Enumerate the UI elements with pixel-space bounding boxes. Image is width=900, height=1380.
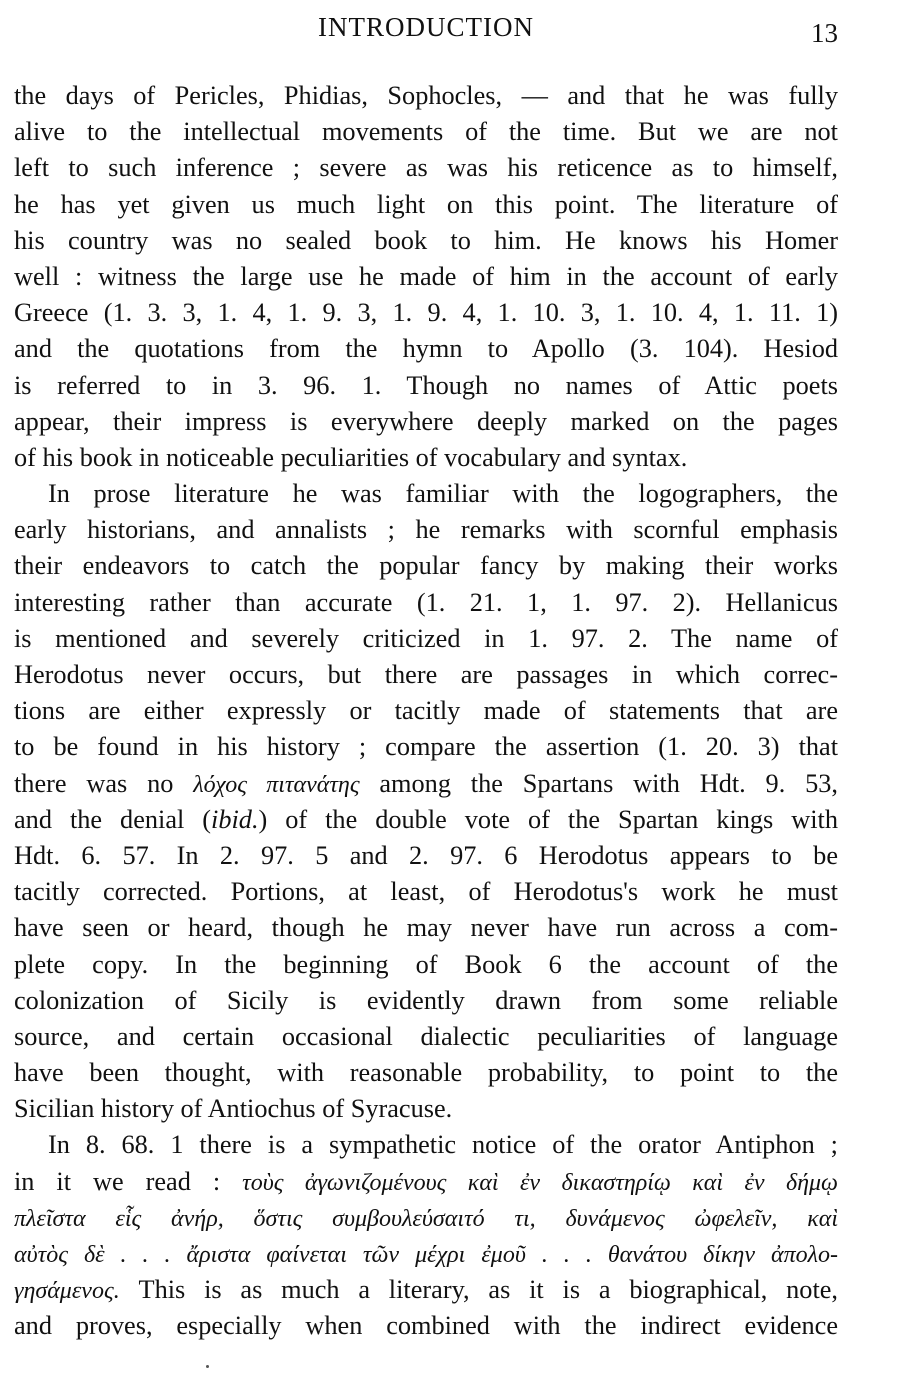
text-line: well : witness the large use he made of him in the account of early — [14, 261, 838, 291]
greek-phrase: λόχος πιτανάτης — [193, 771, 360, 798]
text-line: alive to the intellectual movements of the time. But we are not — [14, 117, 838, 147]
text-run: This is as much a literary, as it is a biographical, note, — [138, 1275, 838, 1305]
text-line: tacitly corrected. Portions, at least, of Herodotus's work he must — [14, 877, 838, 907]
text-line — [14, 1164, 838, 1200]
text-run: ) of the double vote of the Spartan kings with — [258, 804, 838, 834]
text-run: there was no — [14, 768, 174, 798]
text-line: and proves, especially when combined with the indirect evidence — [14, 1311, 838, 1341]
text-line: tions are either expressly or tacitly made of statements that are — [14, 696, 838, 726]
body-text — [14, 78, 838, 1345]
italic-ibid: ibid. — [211, 804, 259, 834]
text-line: the days of Pericles, Phidias, Sophocles, — and that he was fully — [14, 81, 838, 110]
text-line — [14, 1200, 838, 1236]
text-line: early historians, and annalists ; he remarks with scornful emphasis — [14, 515, 838, 545]
text-run: and the denial ( — [14, 804, 212, 834]
text-line: interesting rather than accurate (1. 21. 1, 1. 97. 2). Hellanicus — [14, 587, 838, 617]
page-header — [14, 12, 838, 52]
text-line: his country was no sealed book to him. He knows his Homer — [14, 225, 838, 255]
text-line: their endeavors to catch the popular fancy by making their works — [14, 551, 838, 581]
text-line: to be found in his history ; compare the assertion (1. 20. 3) that — [14, 732, 838, 762]
text-line: plete copy. In the beginning of Book 6 the account of the — [14, 949, 838, 979]
text-line: appear, their impress is everywhere deeply marked on the pages — [14, 406, 838, 436]
text-line: have seen or heard, though he may never have run across a com- — [14, 913, 838, 943]
text-line: source, and certain occasional dialectic peculiarities of language — [14, 1021, 838, 1051]
text-line: In 8. 68. 1 there is a sympathetic notice of the orator Antiphon ; — [48, 1130, 838, 1160]
print-speck — [206, 1365, 209, 1368]
text-line: Greece (1. 3. 3, 1. 4, 1. 9. 3, 1. 9. 4, 1. 10. 3, 1. 10. 4, 1. 11. 1) — [14, 298, 838, 328]
text-run: in it we read : — [14, 1166, 221, 1196]
text-line: and the quotations from the hymn to Apollo (3. 104). Hesiod — [14, 334, 838, 364]
text-line: Hdt. 6. 57. In 2. 97. 5 and 2. 97. 6 Herodotus appears to be — [14, 840, 838, 870]
greek-phrase: γησάμενος. — [14, 1278, 120, 1305]
text-line — [14, 766, 838, 802]
text-line: colonization of Sicily is evidently drawn from some reliable — [14, 985, 838, 1015]
text-line — [14, 1236, 838, 1272]
text-run: among the Spartans with Hdt. 9. 53, — [379, 768, 838, 798]
text-line: of his book in noticeable peculiarities of vocabulary and syntax. — [14, 442, 688, 472]
greek-phrase: αὐτὸς δὲ . . . ἄριστα φαίνεται τῶν μέχρι ἐμοῦ . . . θανάτου δίκην ἀπολο- — [14, 1242, 838, 1268]
greek-phrase: πλεῖστα εἷς ἀνήρ, ὅστις συμβουλεύσαιτό τι, δυνάμενος ὠφελεῖν, καὶ — [14, 1205, 838, 1232]
text-line: he has yet given us much light on this point. The literature of — [14, 189, 838, 219]
text-line: left to such inference ; severe as was his reticence as to himself, — [14, 153, 838, 183]
text-line: In prose literature he was familiar with the logographers, the — [48, 479, 838, 509]
text-line: have been thought, with reasonable probability, to point to the — [14, 1058, 838, 1088]
running-head: INTRODUCTION — [318, 12, 534, 42]
text-line: Sicilian history of Antiochus of Syracuse. — [14, 1094, 453, 1124]
text-line — [14, 802, 838, 838]
page-number: 13 — [811, 18, 838, 48]
text-line: Herodotus never occurs, but there are passages in which correc- — [14, 660, 838, 689]
text-line: is referred to in 3. 96. 1. Though no names of Attic poets — [14, 370, 838, 400]
greek-phrase: τοὺς ἀγωνιζομένους καὶ ἐν δικαστηρίῳ καὶ ἐν δήμῳ — [242, 1169, 838, 1196]
text-line — [14, 1272, 838, 1308]
text-line: is mentioned and severely criticized in 1. 97. 2. The name of — [14, 623, 838, 653]
